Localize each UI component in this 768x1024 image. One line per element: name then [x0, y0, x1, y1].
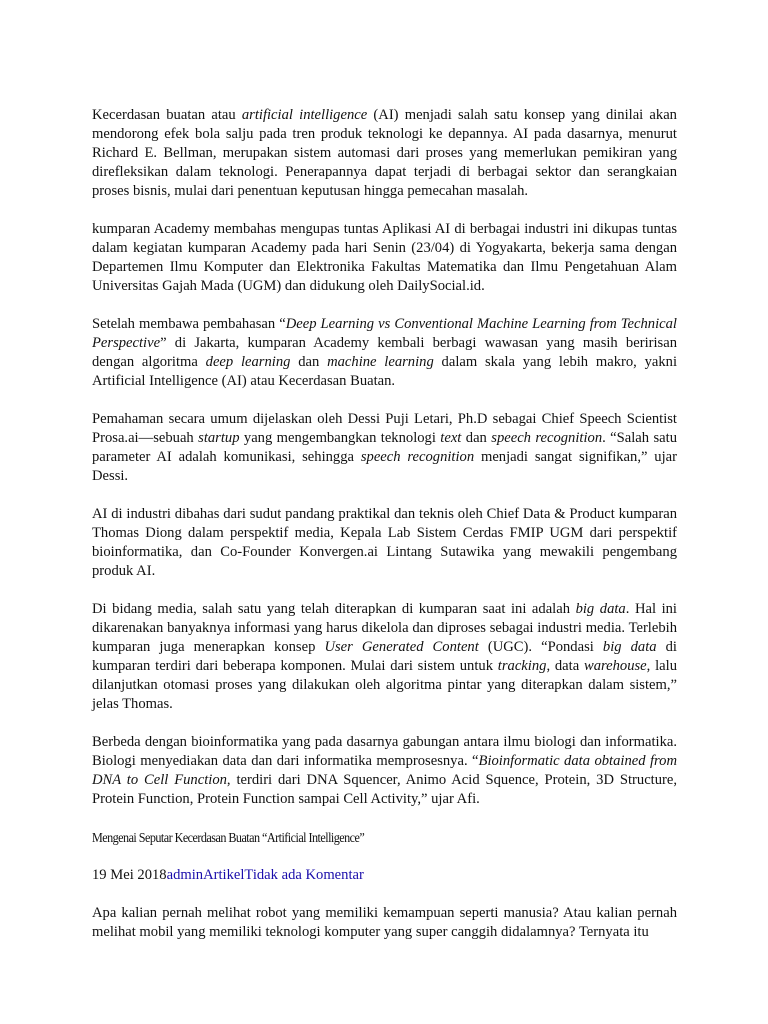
- post-title: Mengenai Seputar Kecerdasan Buatan “Artificial Intelligence”: [92, 830, 365, 845]
- italic-term: machine learning: [327, 354, 434, 370]
- text-run: Di bidang media, salah satu yang telah diterapkan di kumparan saat ini adalah: [92, 601, 576, 617]
- text-run: menjadi sangat signifikan,” ujar Dessi.: [92, 449, 677, 484]
- text-run: , terdiri dari DNA Squencer, Animo Acid Squence, Protein, 3D Structure, Protein Function, Protein Function sampai Cell Activity,” ujar Afi.: [92, 772, 678, 807]
- text-run: , lalu dilanjutkan otomasi proses yang dilakukan oleh algoritma pintar yang diterapkan dalam sistem,” jelas Thomas.: [92, 658, 677, 712]
- italic-term: text: [440, 430, 462, 446]
- text-run: Kecerdasan buatan atau: [92, 107, 242, 123]
- paragraph-intro-robot: Apa kalian pernah melihat robot yang memiliki kemampuan seperti manusia? Atau kalian pernah melihat mobil yang memiliki teknologi komputer yang super canggih didalamnya? Ternyata itu: [92, 905, 677, 940]
- article-body: [92, 106, 677, 809]
- text-run: . “Salah satu parameter AI adalah komunikasi, sehingga: [92, 430, 677, 465]
- italic-term: User Generated Content: [324, 639, 479, 655]
- post-meta: [92, 866, 677, 885]
- text-run: (UGC). “Pondasi: [478, 639, 603, 655]
- italic-term: Deep Learning vs Conventional Machine Learning from Technical Perspective: [92, 316, 677, 351]
- text-run: Berbeda dengan bioinformatika yang pada dasarnya gabungan antara ilmu biologi dan informatika. Biologi menyediakan data dan dari informatika memprosesnya. “: [92, 734, 677, 769]
- italic-term: tracking: [497, 658, 547, 674]
- paragraph-p6: [92, 600, 677, 714]
- italic-term: warehouse: [583, 658, 647, 674]
- text-run: Pemahaman secara umum dijelaskan oleh Dessi Puji Letari, Ph.D sebagai Chief Speech Scientist Prosa.ai—sebuah: [92, 411, 677, 446]
- document-page: [92, 106, 677, 961]
- text-run: di kumparan terdiri dari beberapa komponen. Mulai dari sistem untuk: [92, 639, 677, 674]
- text-run: dan: [290, 354, 328, 370]
- italic-term: Bioinformatic data obtained from DNA to Cell Function: [92, 753, 677, 788]
- text-run: Setelah membawa pembahasan “: [92, 316, 286, 332]
- text-run: (AI) menjadi salah satu konsep yang dinilai akan mendorong efek bola salju pada tren produk teknologi ke depannya. AI pada dasarnya, menurut Richard E. Bellman, merupakan sistem automasi dari proses yang memerlukan pemikiran yang direfleksikan dalam teknologi. Penerapannya dapat terjadi di berbagai sektor dan serangkaian proses bisnis, mulai dari penentuan keputusan hingga pemecahan masalah.: [92, 107, 677, 199]
- paragraph-p1: [92, 106, 677, 201]
- italic-term: startup: [198, 430, 240, 446]
- italic-term: deep learning: [205, 354, 291, 370]
- italic-term: speech recognition: [360, 449, 475, 465]
- post-category-link[interactable]: Artikel: [203, 867, 245, 883]
- text-run: ” di Jakarta, kumparan Academy kembali berbagi wawasan yang masih beririsan dengan algoritma: [92, 335, 677, 370]
- text-run: . Hal ini dikarenakan banyaknya informasi yang harus dikelola dan diproses sebagai industri media. Terlebih kumparan juga menerapkan konsep: [92, 601, 677, 655]
- text-run: yang mengembangkan teknologi: [239, 430, 441, 446]
- italic-term: speech recognition: [491, 430, 603, 446]
- post-date: 19 Mei 2018: [92, 867, 167, 883]
- text-run: dalam skala yang lebih makro, yakni Artificial Intelligence (AI) atau Kecerdasan Buatan.: [92, 354, 678, 389]
- post-author-link[interactable]: admin: [166, 867, 204, 883]
- italic-term: big data: [575, 601, 626, 617]
- text-run: dan: [461, 430, 492, 446]
- paragraph-p5: [92, 505, 677, 581]
- text-run: , data: [546, 658, 584, 674]
- text-run: kumparan Academy membahas mengupas tuntas Aplikasi AI di berbagai industri ini dikupas tuntas dalam kegiatan kumparan Academy pada hari Senin (23/04) di Yogyakarta, bekerja sama dengan Departemen Ilmu Komputer dan Elektronika Fakultas Matematika dan Ilmu Pengetahuan Alam Universitas Gajah Mada (UGM) dan didukung oleh DailySocial.id.: [92, 221, 677, 294]
- paragraph-p7: [92, 733, 677, 809]
- post-comments-link[interactable]: Tidak ada Komentar: [244, 867, 364, 883]
- text-run: AI di industri dibahas dari sudut pandang praktikal dan teknis oleh Chief Data & Product kumparan Thomas Diong dalam perspektif media, Kepala Lab Sistem Cerdas FMIP UGM dari perspektif bioinformatika, dan Co-Founder Konvergen.ai Lintang Sutawika yang mewakili pengembang produk AI.: [92, 506, 677, 579]
- paragraph-p4: [92, 410, 677, 486]
- italic-term: big data: [602, 639, 657, 655]
- italic-term: artificial intelligence: [241, 107, 368, 123]
- paragraph-p3: [92, 315, 677, 391]
- paragraph-p2: [92, 220, 677, 296]
